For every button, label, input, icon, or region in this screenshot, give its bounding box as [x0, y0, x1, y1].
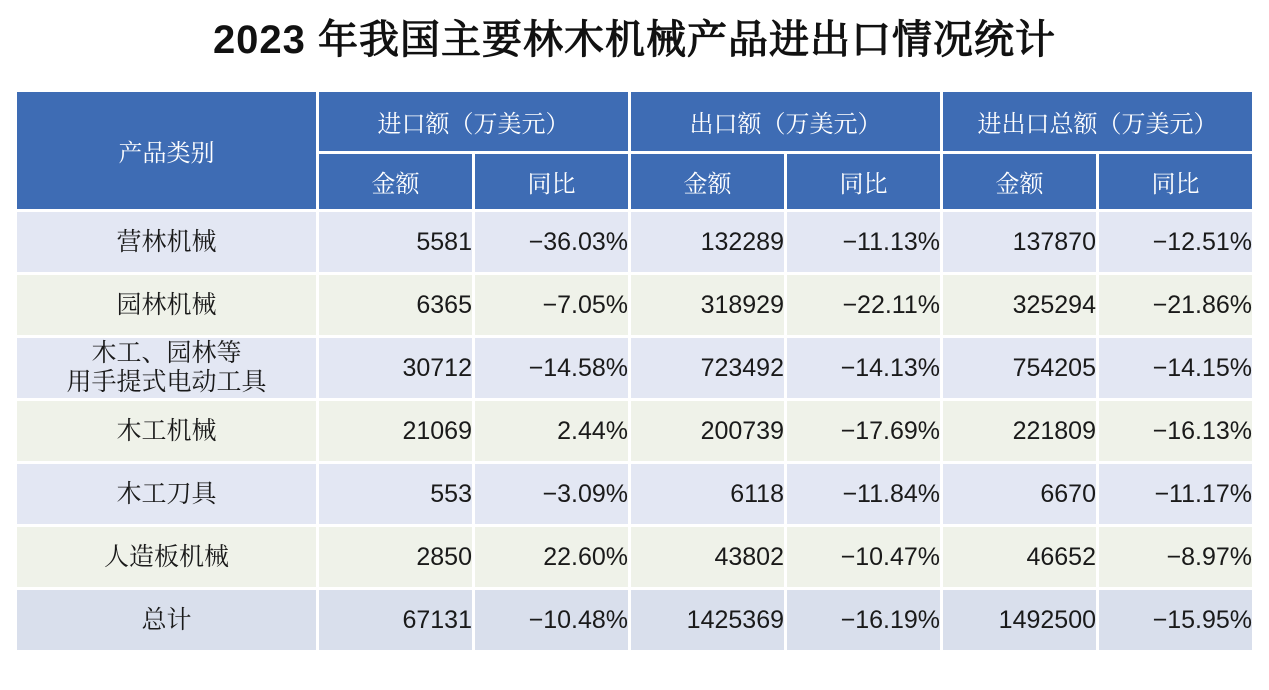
cell-category: 木工机械	[17, 401, 316, 461]
cell-total-amount: 221809	[943, 401, 1096, 461]
cell-export-amount: 318929	[631, 275, 784, 335]
table-row	[17, 401, 1252, 461]
cell-import-yoy: −3.09%	[475, 464, 628, 524]
page-title: 2023 年我国主要林木机械产品进出口情况统计	[212, 18, 1057, 62]
cell-category: 园林机械	[17, 275, 316, 335]
cell-total-yoy: −21.86%	[1099, 275, 1252, 335]
table-header	[17, 92, 1252, 209]
cell-export-amount: 723492	[631, 338, 784, 398]
header-import-yoy: 同比	[475, 154, 628, 209]
header-export-amount: 金额	[631, 154, 784, 209]
header-total-group: 进出口总额（万美元）	[943, 92, 1252, 151]
cell-total-yoy: −11.17%	[1099, 464, 1252, 524]
cell-export-amount: 6118	[631, 464, 784, 524]
cell-import-amount: 2850	[319, 527, 472, 587]
table-row	[17, 464, 1252, 524]
cell-import-amount: 30712	[319, 338, 472, 398]
header-export-yoy: 同比	[787, 154, 940, 209]
cell-total-amount: 325294	[943, 275, 1096, 335]
cell-export-amount: 43802	[631, 527, 784, 587]
cell-total-yoy: −14.15%	[1099, 338, 1252, 398]
cell-import-yoy: −7.05%	[475, 275, 628, 335]
table-row	[17, 527, 1252, 587]
table-row	[17, 338, 1252, 398]
cell-total-amount: 754205	[943, 338, 1096, 398]
cell-export-amount: 1425369	[631, 590, 784, 650]
cell-export-amount: 200739	[631, 401, 784, 461]
cell-export-yoy: −10.47%	[787, 527, 940, 587]
cell-import-yoy: −14.58%	[475, 338, 628, 398]
cell-export-yoy: −22.11%	[787, 275, 940, 335]
header-import-group: 进口额（万美元）	[319, 92, 628, 151]
cell-total-amount: 1492500	[943, 590, 1096, 650]
cell-category: 木工刀具	[17, 464, 316, 524]
header-group-row	[17, 92, 1252, 151]
cell-total-yoy: −12.51%	[1099, 212, 1252, 272]
header-export-group: 出口额（万美元）	[631, 92, 940, 151]
cell-total-amount: 137870	[943, 212, 1096, 272]
cell-category: 人造板机械	[17, 527, 316, 587]
cell-import-yoy: −36.03%	[475, 212, 628, 272]
cell-export-yoy: −17.69%	[787, 401, 940, 461]
cell-export-amount: 132289	[631, 212, 784, 272]
table-row-total	[17, 590, 1252, 650]
cell-export-yoy: −14.13%	[787, 338, 940, 398]
header-import-amount: 金额	[319, 154, 472, 209]
cell-category: 总计	[17, 590, 316, 650]
cell-import-amount: 5581	[319, 212, 472, 272]
cell-export-yoy: −11.84%	[787, 464, 940, 524]
table-row	[17, 275, 1252, 335]
cell-import-amount: 67131	[319, 590, 472, 650]
cell-import-amount: 6365	[319, 275, 472, 335]
header-product-category: 产品类别	[17, 92, 316, 209]
cell-total-yoy: −16.13%	[1099, 401, 1252, 461]
cell-import-amount: 21069	[319, 401, 472, 461]
cell-category: 营林机械	[17, 212, 316, 272]
cell-total-yoy: −8.97%	[1099, 527, 1252, 587]
cell-import-yoy: 22.60%	[475, 527, 628, 587]
cell-export-yoy: −16.19%	[787, 590, 940, 650]
header-total-amount: 金额	[943, 154, 1096, 209]
cell-import-yoy: −10.48%	[475, 590, 628, 650]
table-row	[17, 212, 1252, 272]
cell-total-amount: 46652	[943, 527, 1096, 587]
stats-table	[14, 89, 1255, 653]
cell-import-yoy: 2.44%	[475, 401, 628, 461]
table-body	[17, 212, 1252, 650]
cell-category: 木工、园林等 用手提式电动工具	[17, 338, 316, 398]
cell-total-yoy: −15.95%	[1099, 590, 1252, 650]
cell-import-amount: 553	[319, 464, 472, 524]
cell-total-amount: 6670	[943, 464, 1096, 524]
cell-export-yoy: −11.13%	[787, 212, 940, 272]
header-total-yoy: 同比	[1099, 154, 1252, 209]
